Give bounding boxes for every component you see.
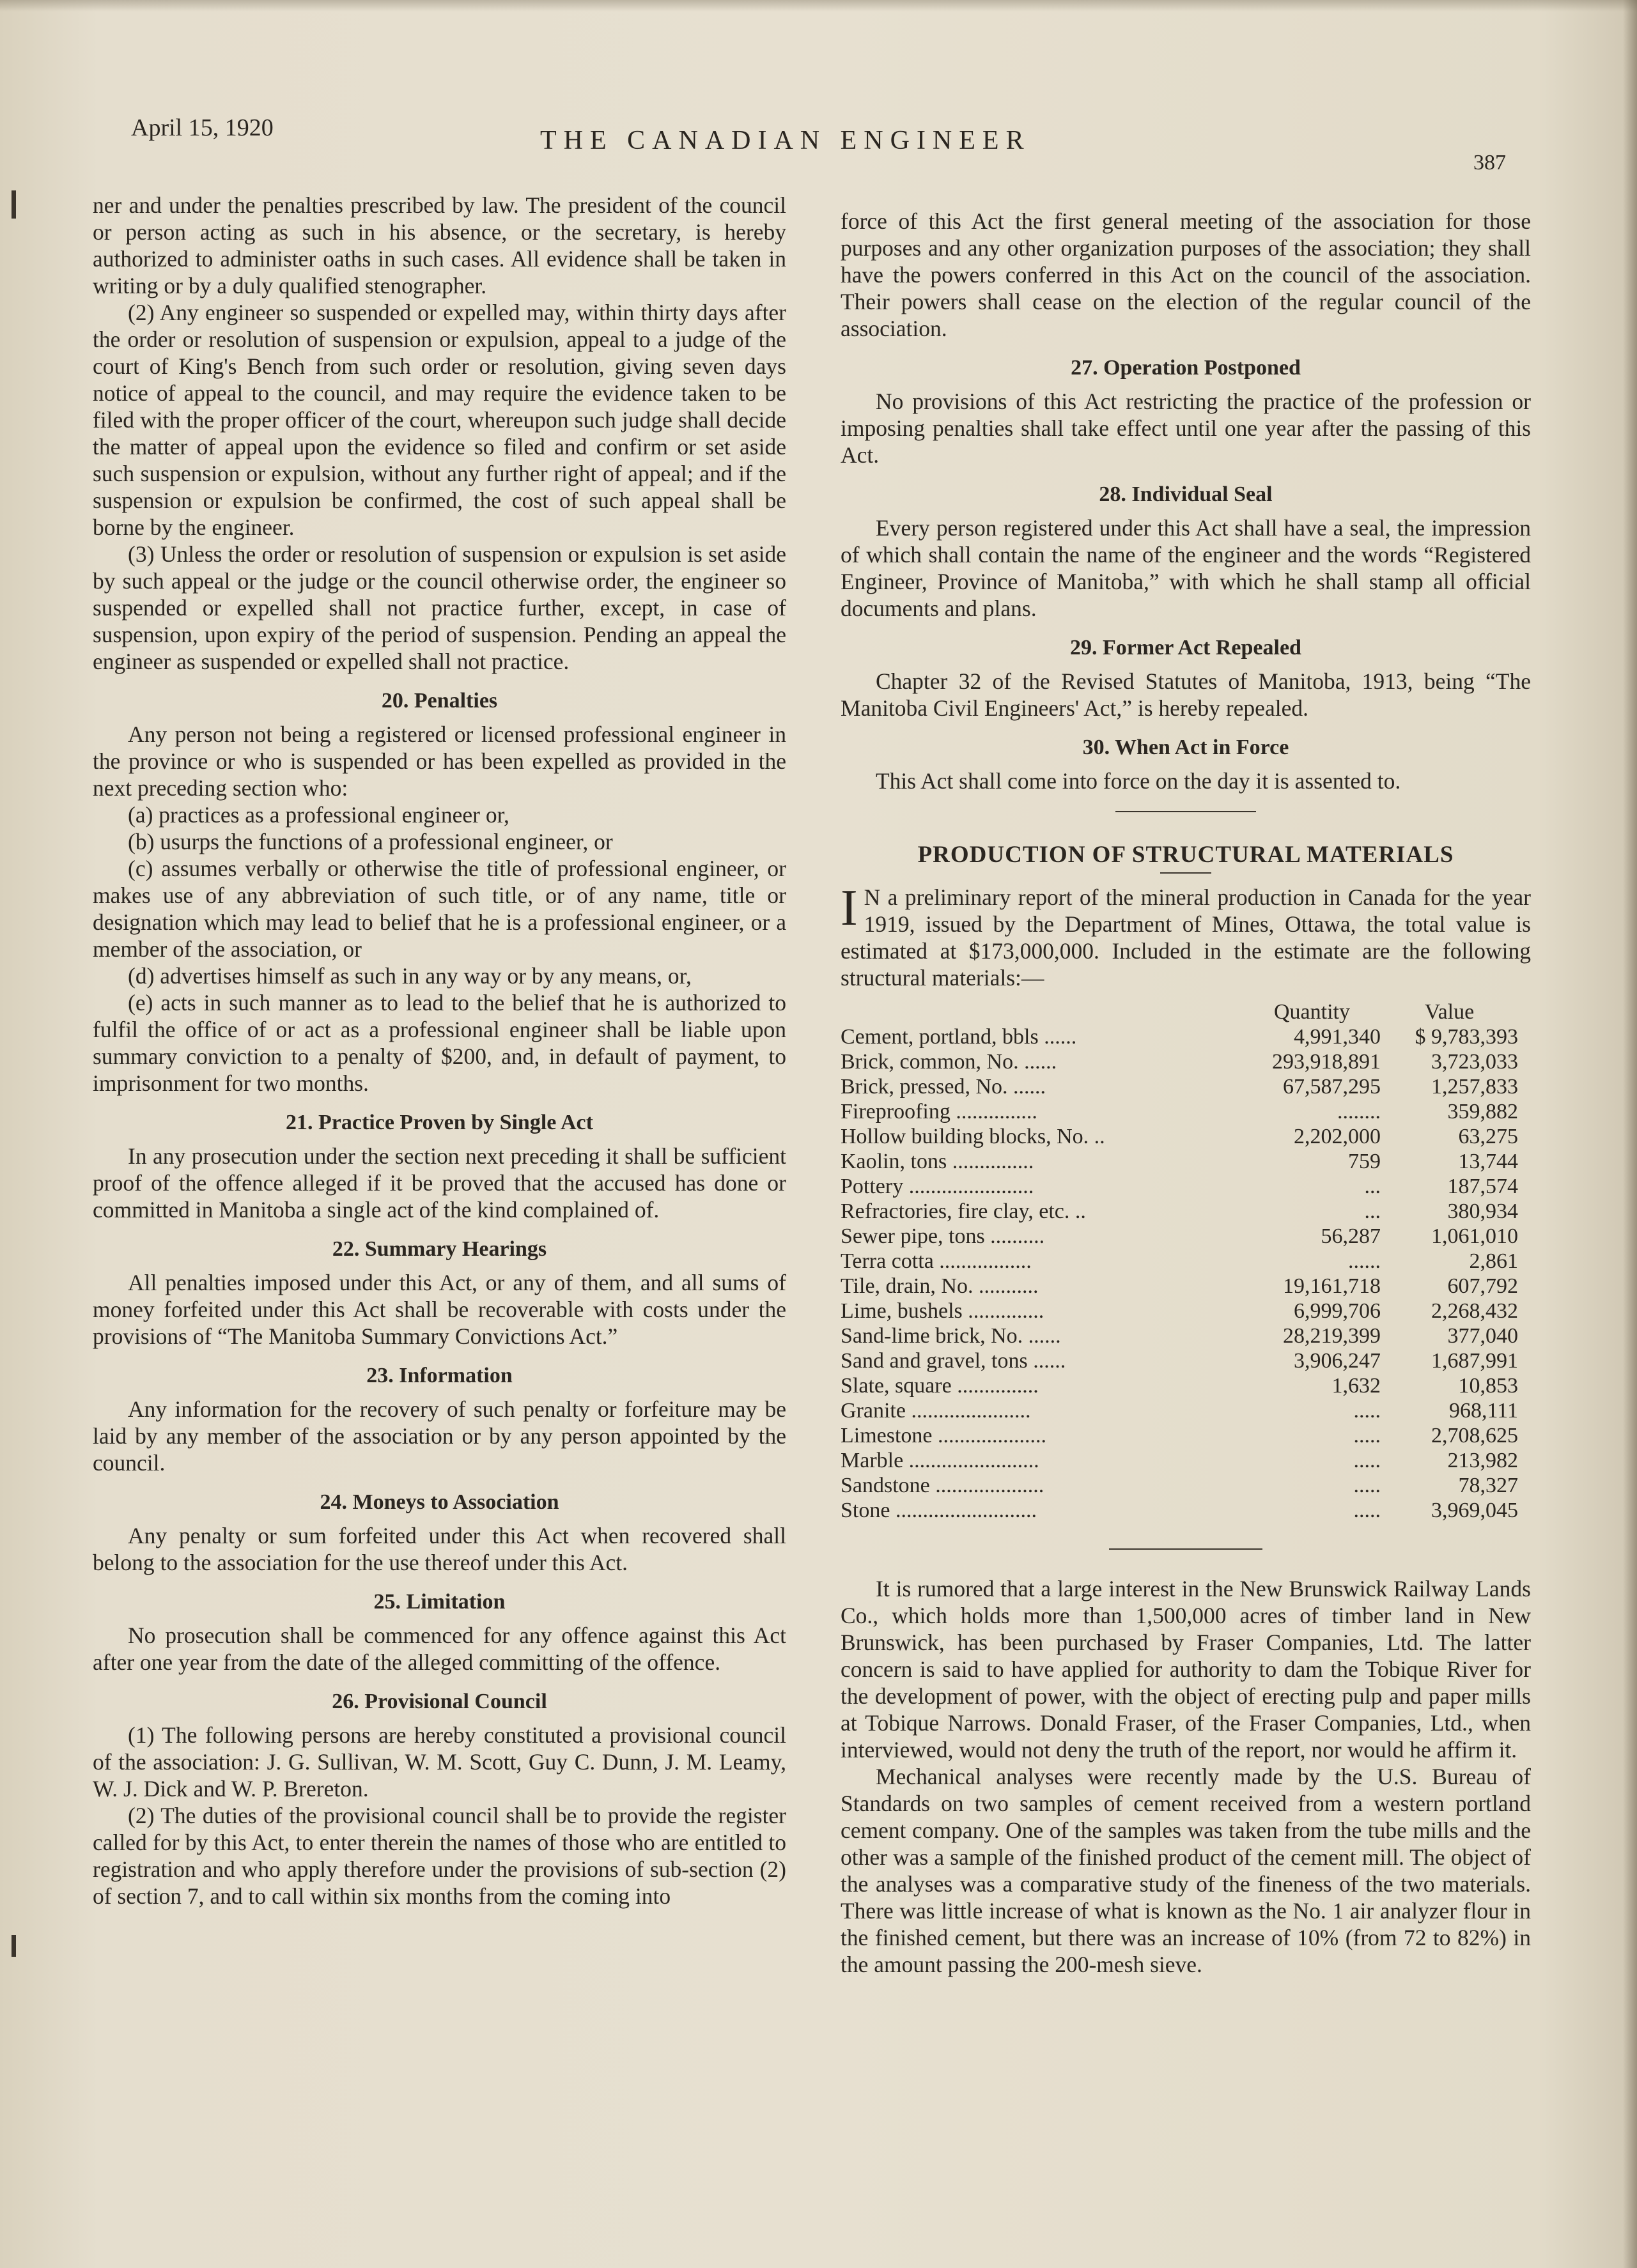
paragraph: (1) The following persons are hereby constituted a provisional council of the association: J. G. Sullivan, W. M. Scott, Guy C. Dunn, J. M. Leamy, W. J. Dick and W. P. Brereton. [93, 1722, 786, 1801]
quantity-cell: ...... [1348, 1249, 1381, 1273]
table-row [841, 1398, 1518, 1423]
paragraph: No prosecution shall be commenced for any offence against this Act after one year from the date of the alleged committing of the offence. [93, 1623, 786, 1675]
drop-cap: I [841, 880, 858, 936]
news-item: Mechanical analyses were recently made by the U.S. Bureau of Standards on two samples of cement received from a western portland cement company. One of the samples was taken from the tube mills and the other was a sample of the finished product of the cement mill. The object of the analyses was a comparative study of the fineness of the two materials. There was little increase of what is known as the No. 1 air analyzer flour in the finished cement, but there was an increase of 10% (from 72 to 82%) in the amount passing the 200-mesh sieve. [841, 1764, 1531, 1977]
table-row [841, 1323, 1518, 1348]
table-row [841, 1124, 1518, 1149]
value-cell: 10,853 [1458, 1374, 1518, 1398]
quantity-cell: ..... [1353, 1499, 1381, 1522]
material-cell: Slate, square ............... [841, 1374, 1039, 1398]
section-heading: 26. Provisional Council [332, 1690, 547, 1713]
section-heading: 28. Individual Seal [1099, 482, 1273, 506]
section-divider [1115, 811, 1256, 812]
paragraph: This Act shall come into force on the day it is assented to. [876, 768, 1401, 794]
material-cell: Brick, common, No. ...... [841, 1050, 1057, 1074]
material-cell: Limestone .................... [841, 1424, 1047, 1447]
quantity-cell: ..... [1353, 1424, 1381, 1447]
material-cell: Hollow building blocks, No. .. [841, 1125, 1105, 1148]
material-cell: Terra cotta ................. [841, 1249, 1032, 1273]
material-cell: Marble ........................ [841, 1449, 1039, 1472]
material-cell: Sand-lime brick, No. ...... [841, 1324, 1061, 1348]
news-item: It is rumored that a large interest in the New Brunswick Railway Lands Co., which holds more than 1,500,000 acres of timber land in New Brunswick, has been purchased by Fraser Companies, Ltd. The latter concern is said to have applied for authority to dam the Tobique River for the development of power, with the object of erecting pulp and paper mills at Tobique Narrows. Donald Fraser, of the Fraser Companies, Ltd., when interviewed, would not deny the truth of the report, nor would he affirm it. [841, 1576, 1531, 1763]
value-cell: 377,040 [1447, 1324, 1518, 1348]
quantity-cell: 1,632 [1331, 1374, 1381, 1398]
quantity-cell: ..... [1353, 1449, 1381, 1472]
table-row [841, 1299, 1518, 1323]
material-cell: Stone .......................... [841, 1499, 1037, 1522]
section-heading: 23. Information [366, 1364, 513, 1387]
section-heading: 25. Limitation [373, 1590, 506, 1614]
paragraph: Any information for the recovery of such penalty or forfeiture may be laid by any member of the association or by any person appointed by the council. [93, 1396, 786, 1476]
table-row [841, 1174, 1518, 1199]
journal-title: THE CANADIAN ENGINEER [540, 126, 1031, 155]
table-row [841, 1224, 1518, 1249]
material-cell: Refractories, fire clay, etc. .. [841, 1200, 1086, 1223]
material-cell: Cement, portland, bbls ...... [841, 1025, 1077, 1049]
quantity-cell: 6,999,706 [1294, 1299, 1381, 1323]
quantity-cell: 4,991,340 [1294, 1025, 1381, 1049]
table-row [841, 1448, 1518, 1473]
material-cell: Fireproofing ............... [841, 1100, 1037, 1123]
margin-mark [12, 190, 16, 219]
materials-table [841, 1000, 1518, 1523]
value-cell: 2,861 [1469, 1249, 1518, 1273]
material-cell: Lime, bushels .............. [841, 1299, 1044, 1323]
table-row [841, 1473, 1518, 1498]
table-header-row [841, 1000, 1518, 1024]
clause: (b) usurps the functions of a professional engineer, or [128, 829, 613, 854]
section-heading: 24. Moneys to Association [320, 1490, 559, 1514]
paragraph: Chapter 32 of the Revised Statutes of Manitoba, 1913, being “The Manitoba Civil Engineers' Act,” is hereby repealed. [841, 668, 1531, 721]
table-row [841, 1024, 1518, 1049]
clause: (a) practices as a professional engineer or, [128, 802, 509, 828]
paragraph: No provisions of this Act restricting the practice of the profession or imposing penalties shall take effect until one year after the passing of this Act. [841, 389, 1531, 468]
paragraph: Any penalty or sum forfeited under this Act when recovered shall belong to the association for the use thereof under this Act. [93, 1523, 786, 1575]
margin-mark [12, 1935, 16, 1957]
quantity-cell: 2,202,000 [1294, 1125, 1381, 1148]
table-row [841, 1373, 1518, 1398]
left-column [93, 192, 786, 1909]
paragraph: In any prosecution under the section next preceding it shall be sufficient proof of the offence alleged if it be proved that the accused has done or committed in Manitoba a single act of the kind complained of. [93, 1143, 786, 1223]
right-column [841, 208, 1531, 1978]
quantity-cell: 759 [1348, 1150, 1381, 1173]
page-shadow-top [0, 0, 1637, 12]
page-shadow-right [1623, 0, 1637, 2268]
material-cell: Brick, pressed, No. ...... [841, 1075, 1046, 1099]
material-cell: Sand and gravel, tons ...... [841, 1349, 1066, 1373]
article-title: PRODUCTION OF STRUCTURAL MATERIALS [917, 842, 1454, 868]
paragraph: (2) Any engineer so suspended or expelled may, within thirty days after the order or resolution of suspension or expulsion, appeal to a judge of the court of King's Bench from such order or resolution, giving seven days notice of appeal to the council, and may require the evidence taken to be filed with the proper officer of the court, whereupon such judge shall decide the matter of appeal upon the evidence so filed and confirm or set aside such suspension or expulsion, without any further right of appeal; and if the suspension or expulsion be confirmed, the cost of such appeal shall be borne by the engineer. [93, 300, 786, 540]
quantity-cell: 67,587,295 [1283, 1075, 1381, 1099]
paragraph: Any person not being a registered or licensed professional engineer in the province or who is suspended or has been expelled as provided in the next preceding section who: [93, 721, 786, 801]
material-cell: Kaolin, tons ............... [841, 1150, 1034, 1173]
value-cell: 359,882 [1447, 1100, 1518, 1123]
table-body [841, 1024, 1518, 1523]
value-cell: 380,934 [1447, 1200, 1518, 1223]
quantity-cell: 28,219,399 [1283, 1324, 1381, 1348]
paragraph: All penalties imposed under this Act, or any of them, and all sums of money forfeited under this Act shall be recoverable with costs under the provisions of “The Manitoba Summary Convictions Act.” [93, 1270, 786, 1349]
value-cell: 1,687,991 [1431, 1349, 1518, 1373]
material-cell: Sewer pipe, tons .......... [841, 1224, 1045, 1248]
table-row [841, 1498, 1518, 1523]
value-cell: 1,061,010 [1431, 1224, 1518, 1248]
quantity-cell: 56,287 [1321, 1224, 1381, 1248]
value-cell: 2,708,625 [1431, 1424, 1518, 1447]
header-material [841, 1000, 1243, 1024]
value-cell: 78,327 [1458, 1474, 1518, 1497]
issue-date: April 15, 1920 [131, 114, 274, 141]
paragraph: Every person registered under this Act shall have a seal, the impression of which shall contain the name of the engineer and the words “Registered Engineer, Province of Manitoba,” with which he shall stamp all official documents and plans. [841, 515, 1531, 621]
table-row [841, 1099, 1518, 1124]
value-cell: 1,257,833 [1431, 1075, 1518, 1099]
material-cell: Sandstone .................... [841, 1474, 1044, 1497]
quantity-cell: ... [1364, 1200, 1381, 1223]
value-cell: 2,268,432 [1431, 1299, 1518, 1323]
quantity-cell: 19,161,718 [1283, 1274, 1381, 1298]
clause: (d) advertises himself as such in any way or by any means, or, [128, 963, 692, 989]
title-rule [1160, 872, 1211, 874]
section-divider [1109, 1548, 1262, 1550]
table-row [841, 1199, 1518, 1224]
material-cell: Granite ...................... [841, 1399, 1031, 1423]
section-heading: 30. When Act in Force [1082, 736, 1289, 759]
value-cell: 607,792 [1447, 1274, 1518, 1298]
quantity-cell: ..... [1353, 1474, 1381, 1497]
table-row [841, 1348, 1518, 1373]
quantity-cell: ... [1364, 1175, 1381, 1198]
value-cell: 3,969,045 [1431, 1499, 1518, 1522]
clause: (c) assumes verbally or otherwise the title of professional engineer, or makes use of any abbreviation of such title, or of any name, title or designation which may lead to belief that he is a professional engineer, or a member of the association, or [93, 856, 786, 962]
quantity-cell: ..... [1353, 1399, 1381, 1423]
section-heading: 29. Former Act Repealed [1070, 636, 1301, 660]
article-intro [841, 880, 1531, 991]
paragraph: force of this Act the first general meeting of the association for those purposes and any other organization purposes of the association; they shall have the powers conferred in this Act on the council of the association. Their powers shall cease on the election of the regular council of the association. [841, 208, 1531, 341]
table-row [841, 1149, 1518, 1174]
quantity-cell: ........ [1337, 1100, 1381, 1123]
page-number: 387 [1473, 151, 1506, 174]
value-cell: $ 9,783,393 [1415, 1025, 1518, 1049]
table-row [841, 1274, 1518, 1299]
value-cell: 968,111 [1449, 1399, 1518, 1423]
section-heading: 27. Operation Postponed [1071, 356, 1301, 380]
value-cell: 63,275 [1458, 1125, 1518, 1148]
paragraph: (3) Unless the order or resolution of suspension or expulsion is set aside by such appeal or the judge or the council otherwise order, the engineer so suspended or expelled shall not practice further, except, in case of suspension, upon expiry of the period of suspension. Pending an appeal the engineer as suspended or expelled shall not practice. [93, 541, 786, 674]
value-cell: 13,744 [1458, 1150, 1518, 1173]
article-intro-text: N a preliminary report of the mineral production in Canada for the year 1919, issued by the Department of Mines, Ottawa, the total value is estimated at $173,000,000. Included in the estimate are the following structural materials:— [841, 884, 1531, 991]
section-heading: 22. Summary Hearings [332, 1237, 547, 1261]
section-heading: 20. Penalties [381, 689, 498, 713]
quantity-cell: 293,918,891 [1272, 1050, 1381, 1074]
header-quantity: Quantity [1274, 1000, 1350, 1024]
table-row [841, 1423, 1518, 1448]
table-row [841, 1074, 1518, 1099]
quantity-cell: 3,906,247 [1294, 1349, 1381, 1373]
table-row [841, 1249, 1518, 1274]
material-cell: Pottery ....................... [841, 1175, 1034, 1198]
value-cell: 187,574 [1447, 1175, 1518, 1198]
table-row [841, 1049, 1518, 1074]
material-cell: Tile, drain, No. ........... [841, 1274, 1039, 1298]
section-heading: 21. Practice Proven by Single Act [286, 1111, 593, 1134]
value-cell: 213,982 [1447, 1449, 1518, 1472]
paragraph: (2) The duties of the provisional council shall be to provide the register called for by this Act, to enter therein the names of those who are entitled to registration and who apply therefore under the provisions of sub-section (2) of section 7, and to call within six months from the coming into [93, 1803, 786, 1909]
value-cell: 3,723,033 [1431, 1050, 1518, 1074]
paragraph: ner and under the penalties prescribed by law. The president of the council or person acting as such in his absence, or the secretary, is hereby authorized to administer oaths in such cases. All evidence shall be taken in writing or by a duly qualified stenographer. [93, 192, 786, 298]
clause: (e) acts in such manner as to lead to the belief that he is authorized to fulfil the office of or act as a professional engineer shall be liable upon summary conviction to a penalty of $200, and, in default of payment, to imprisonment for two months. [93, 990, 786, 1096]
header-value: Value [1424, 1000, 1475, 1024]
